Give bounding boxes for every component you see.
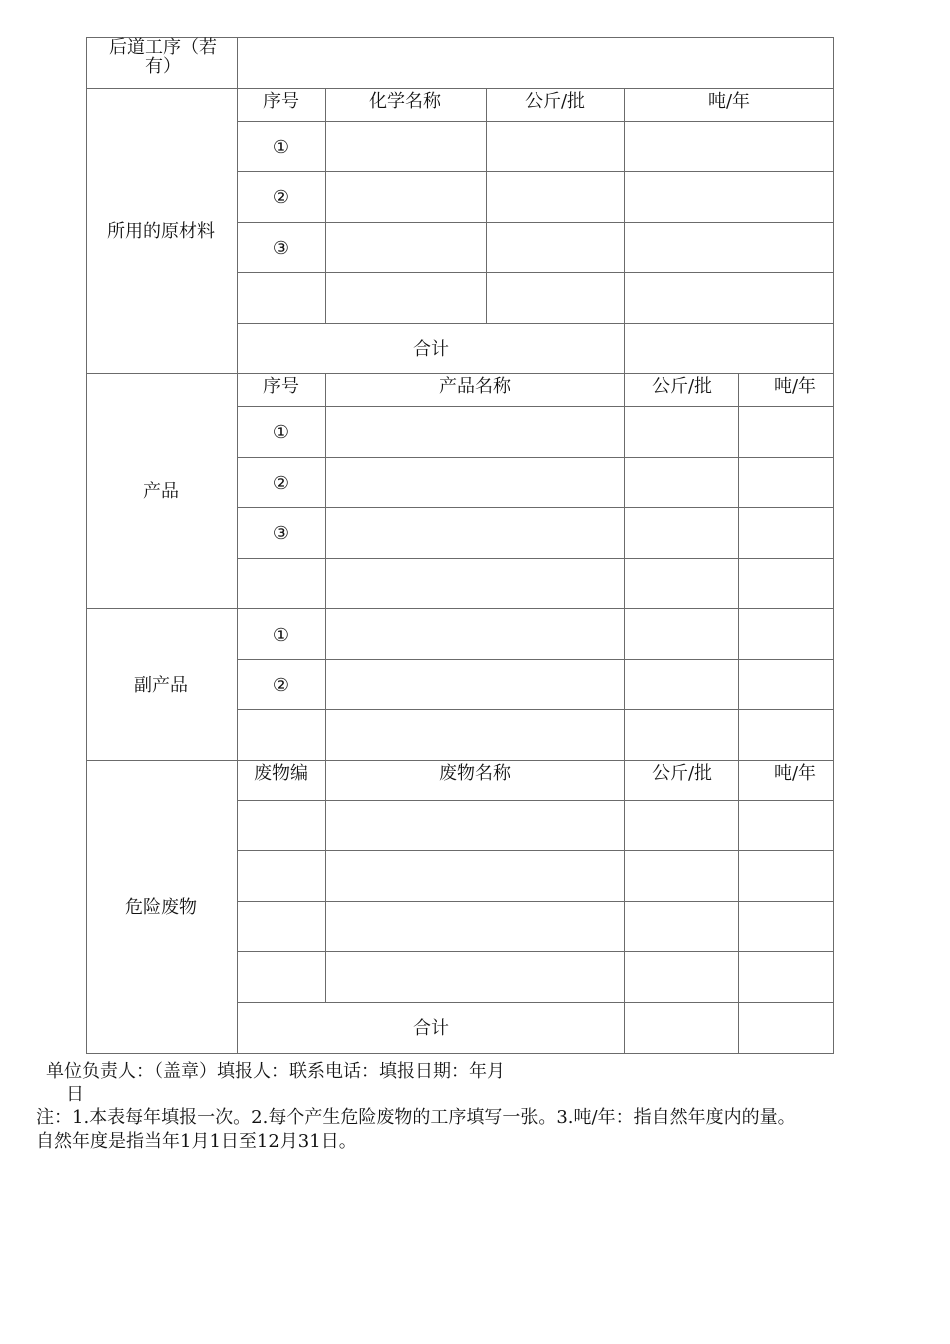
row-line	[237, 659, 834, 660]
column-header-ton-per-year: 吨/年	[773, 376, 817, 397]
column-line	[486, 88, 487, 324]
note-line-2: 自然年度是指当年1月1日至12月31日。	[36, 1131, 357, 1152]
row-line	[237, 709, 834, 710]
column-header-ton-per-year: 吨/年	[773, 763, 817, 784]
row-line	[237, 457, 834, 458]
serial-marker: ③	[272, 523, 290, 544]
table-bottom-border	[86, 1053, 834, 1054]
column-line	[624, 88, 625, 374]
row-line	[237, 171, 834, 172]
column-header-kg-per-batch: 公斤/批	[524, 91, 586, 112]
serial-marker: ②	[272, 675, 290, 696]
row-line	[237, 800, 834, 801]
serial-marker: ①	[272, 137, 290, 158]
row-line	[237, 558, 834, 559]
column-header-kg-per-batch: 公斤/批	[651, 376, 713, 397]
raw-materials-label: 所用的原材料	[107, 221, 215, 242]
column-header-kg-per-batch: 公斤/批	[651, 763, 713, 784]
section-separator	[86, 88, 834, 89]
row-line	[237, 222, 834, 223]
column-line	[325, 373, 326, 761]
section-separator	[86, 760, 834, 761]
column-header-ton-per-year: 吨/年	[707, 91, 751, 112]
column-header-waste-code: 废物编	[254, 763, 308, 784]
column-header-product-name: 产品名称	[439, 376, 511, 397]
row-line	[237, 1002, 834, 1003]
row-line	[237, 850, 834, 851]
column-line	[325, 88, 326, 324]
column-header-waste-name: 废物名称	[439, 763, 511, 784]
column-line	[624, 760, 625, 1054]
row-line	[237, 901, 834, 902]
column-line	[624, 373, 625, 761]
row-line	[237, 121, 834, 122]
total-label: 合计	[413, 1018, 449, 1039]
row-line	[237, 507, 834, 508]
note-line-1: 注：1.本表每年填报一次。2.每个产生危险废物的工序填写一张。3.吨/年：指自然年度内的量。	[36, 1107, 796, 1128]
column-header-serial: 序号	[263, 376, 299, 397]
table-left-border	[86, 37, 87, 1054]
serial-marker: ②	[272, 187, 290, 208]
row-line	[237, 951, 834, 952]
row-line	[237, 272, 834, 273]
products-label: 产品	[143, 481, 179, 502]
section-separator	[86, 608, 834, 609]
column-line	[738, 760, 739, 1054]
serial-marker: ①	[272, 625, 290, 646]
hazardous-waste-label: 危险废物	[125, 897, 197, 918]
signature-day: 日	[66, 1084, 84, 1105]
serial-marker: ①	[272, 422, 290, 443]
serial-marker: ②	[272, 473, 290, 494]
total-label: 合计	[413, 339, 449, 360]
column-header-chemical-name: 化学名称	[369, 91, 441, 112]
section-separator	[86, 373, 834, 374]
subsequent-process-label: 后道工序（若有）	[109, 37, 217, 77]
row-line	[237, 323, 834, 324]
signature-line: 单位负责人：（盖章）填报人：联系电话：填报日期：年月	[46, 1061, 505, 1082]
byproducts-label: 副产品	[134, 675, 188, 696]
column-line	[325, 760, 326, 1003]
row-line	[237, 406, 834, 407]
column-line	[738, 373, 739, 761]
column-header-serial: 序号	[263, 91, 299, 112]
serial-marker: ③	[272, 238, 290, 259]
